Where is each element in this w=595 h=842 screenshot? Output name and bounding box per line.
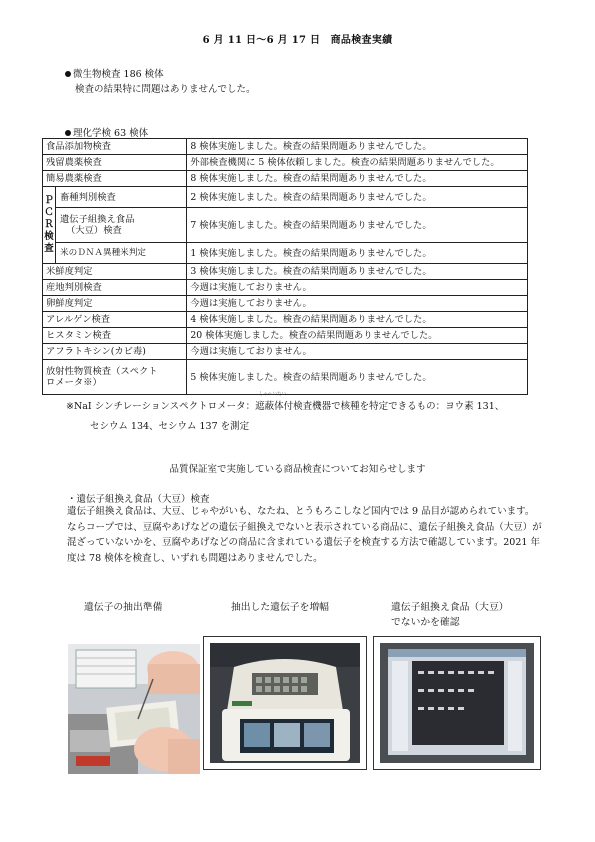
item-line: （大豆）検査 — [66, 225, 122, 236]
micro-result: 検査の結果特に問題はありませんでした。 — [75, 84, 256, 95]
table-row — [43, 280, 528, 296]
item-cell: 残留農薬検査 — [43, 155, 187, 171]
physchem-heading — [65, 125, 148, 139]
photo-gmo-check — [373, 636, 541, 770]
item-line: ロメータ※） — [46, 377, 102, 388]
item-cell: 食品添加物検査 — [43, 139, 187, 155]
item-cell: 産地判別検査 — [43, 280, 187, 296]
result-cell: 8 検体実施しました。検査の結果問題ありませんでした。 — [187, 171, 528, 187]
table-row — [43, 328, 528, 344]
photo-caption-2: 抽出した遺伝子を増幅 — [231, 602, 329, 613]
table-row — [43, 344, 528, 360]
table-row — [43, 264, 528, 280]
result-cell: 今週は実施しておりません。 — [187, 344, 528, 360]
gel-screen-illustration — [374, 637, 540, 769]
photo-caption-1: 遺伝子の抽出準備 — [84, 602, 163, 613]
photo-caption-3-line1: 遺伝子組換え食品（大豆） — [391, 602, 509, 613]
result-cell: 3 検体実施しました。検査の結果問題ありませんでした。 — [187, 264, 528, 280]
table-row — [43, 171, 528, 187]
table-row — [43, 187, 528, 208]
pcr-char: Ｒ — [44, 219, 54, 230]
photo-caption-3-line2: でないかを確認 — [391, 617, 460, 628]
item-cell: 畜種判別検査 — [56, 187, 187, 208]
micro-heading-text: 微生物検査 186 検体 — [73, 69, 164, 80]
physchem-heading-text: 理化学検 63 検体 — [73, 128, 149, 139]
result-cell: 外部検査機関に 5 検体依頼しました。検査の結果問題ありませんでした。 — [187, 155, 528, 171]
footnote-line1: ※NaI シンチレーションスペクトロメータ：遮蔽体付検査機器で核種を特定できるもの：ヨウ素 131、 — [66, 401, 505, 412]
result-cell: 1 検体実施しました。検査の結果問題ありませんでした。 — [187, 243, 528, 264]
table-row — [43, 139, 528, 155]
result-cell: 7 検体実施しました。検査の結果問題ありませんでした。 — [187, 208, 528, 243]
result-cell: 今週は実施しておりません。 — [187, 296, 528, 312]
item-cell: 簡易農薬検査 — [43, 171, 187, 187]
table-row — [43, 243, 528, 264]
item-cell: ヒスタミン検査 — [43, 328, 187, 344]
pcr-char: 査 — [44, 243, 54, 254]
item-cell: 卵鮮度判定 — [43, 296, 187, 312]
table-row — [43, 360, 528, 395]
item-cell — [56, 208, 187, 243]
pcr-group-label — [43, 187, 56, 264]
inspection-results-table — [42, 138, 528, 395]
pcr-machine-illustration — [204, 637, 366, 769]
notice-topic: ・遺伝子組換え食品（大豆）検査 — [67, 494, 210, 505]
result-cell: 5 検体実施しました。検査の結果問題ありませんでした。 — [187, 360, 528, 395]
item-cell: 米のＤＮＡ異種米判定 — [56, 243, 187, 264]
notice-body: 遺伝子組換え食品は、大豆、じゃやがいも、なたね、とうもろこしなど国内では 9 品目が認められています。ならコープでは、豆腐やあげなどの遺伝子組換えでないと表示されている商品に、遺伝子組換え食品（大豆）が混ざっていないかを、豆腐やあげなどの商品に含まれている遺伝子を検査する方法で確認しています。2021 年度は 78 検体を検査し、いずれも問題はありませんでした。 — [67, 506, 542, 564]
pcr-char: 検 — [44, 231, 54, 242]
item-cell: 米鮮度判定 — [43, 264, 187, 280]
photo-extraction-prep — [68, 644, 200, 774]
result-cell: 8 検体実施しました。検査の結果問題ありませんでした。 — [187, 139, 528, 155]
table-row — [43, 208, 528, 243]
footnote-line2: セシウム 134、セシウム 137 を測定 — [90, 421, 250, 432]
ruby-annotation: しゃへいたい — [259, 392, 286, 397]
result-cell: 20 検体実施しました。検査の結果問題ありませんでした。 — [187, 328, 528, 344]
table-row — [43, 312, 528, 328]
item-cell — [43, 360, 187, 395]
extraction-photo-illustration — [68, 644, 200, 774]
result-cell: 今週は実施しておりません。 — [187, 280, 528, 296]
table-row — [43, 296, 528, 312]
pcr-char: Ｃ — [44, 207, 54, 218]
pcr-char: Ｐ — [44, 195, 54, 206]
bullet-icon — [65, 71, 71, 77]
bullet-icon — [65, 130, 71, 136]
notice-heading: 品質保証室で実施している商品検査についてお知らせします — [169, 464, 426, 475]
item-line: 遺伝子組換え食品 — [60, 214, 135, 225]
result-cell: 4 検体実施しました。検査の結果問題ありませんでした。 — [187, 312, 528, 328]
micro-heading — [65, 66, 164, 80]
item-cell: アレルゲン検査 — [43, 312, 187, 328]
item-line: 放射性物質検査（スペクト — [46, 366, 158, 377]
item-cell: アフラトキシン(カビ毒) — [43, 344, 187, 360]
page-title: 6 月 11 日〜6 月 17 日 商品検査実績 — [202, 35, 393, 46]
table-row — [43, 155, 528, 171]
photo-amplification — [203, 636, 367, 770]
result-cell: 2 検体実施しました。検査の結果問題ありませんでした。 — [187, 187, 528, 208]
